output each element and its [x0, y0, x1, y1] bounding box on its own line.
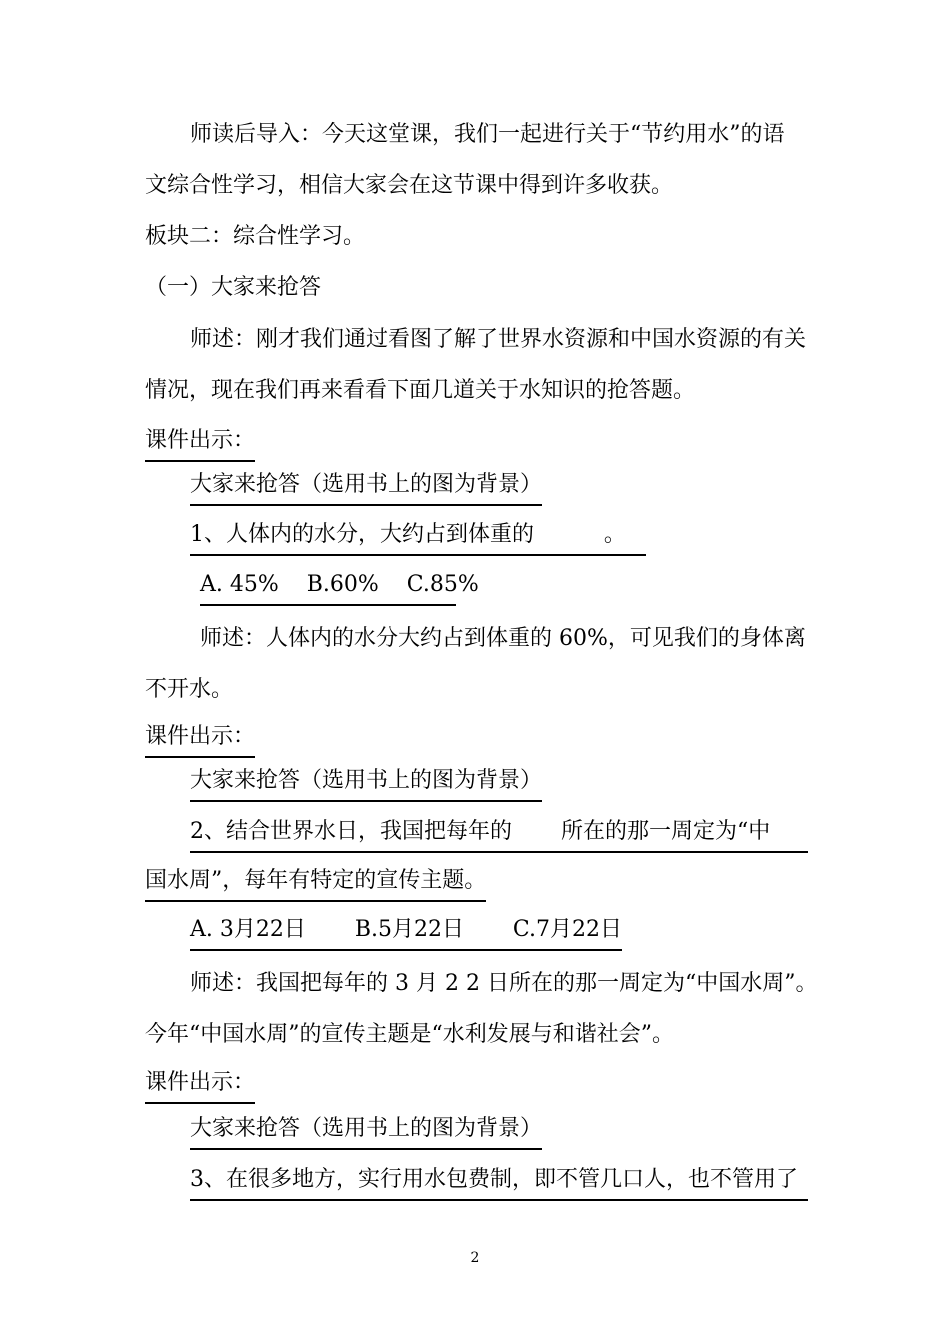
answer-options: A. 45% B.60% C.85% [200, 570, 456, 606]
answer-options: A. 3月22日 B.5月22日 C.7月22日 [190, 915, 622, 951]
slide-title: 大家来抢答（选用书上的图为背景） [190, 1114, 542, 1150]
question-text: 3、在很多地方，实行用水包费制，即不管几口人，也不管用了 [190, 1165, 808, 1201]
page-number: 2 [470, 1250, 480, 1266]
question-text: 2、结合世界水日，我国把每年的 所在的那一周定为“中 [190, 817, 808, 853]
slide-title: 大家来抢答（选用书上的图为背景） [190, 766, 542, 802]
text-line: 师述：刚才我们通过看图了解了世界水资源和中国水资源的有关 [190, 327, 807, 352]
text-line: 师读后导入：今天这堂课，我们一起进行关于“节约用水”的语 [190, 122, 785, 147]
section-heading: 板块二：综合性学习。 [145, 224, 366, 249]
text-line: 情况，现在我们再来看看下面几道关于水知识的抢答题。 [145, 378, 696, 403]
courseware-label: 课件出示： [145, 722, 255, 758]
text-line: 文综合性学习，相信大家会在这节课中得到许多收获。 [145, 173, 674, 198]
courseware-label: 课件出示： [145, 426, 255, 462]
text-line: 师述：人体内的水分大约占到体重的 60%，可见我们的身体离 [200, 626, 806, 651]
text-line: 师述：我国把每年的 3 月 2 2 日所在的那一周定为“中国水周”。 [190, 971, 818, 996]
text-line: 今年“中国水周”的宣传主题是“水利发展与和谐社会”。 [145, 1022, 674, 1047]
question-text: 国水周”，每年有特定的宣传主题。 [145, 866, 486, 902]
text-line: 不开水。 [145, 677, 234, 702]
question-text: 1、人体内的水分，大约占到体重的 。 [190, 520, 646, 556]
slide-title: 大家来抢答（选用书上的图为背景） [190, 470, 542, 506]
subsection-heading: （一）大家来抢答 [145, 275, 322, 300]
courseware-label: 课件出示： [145, 1068, 255, 1104]
